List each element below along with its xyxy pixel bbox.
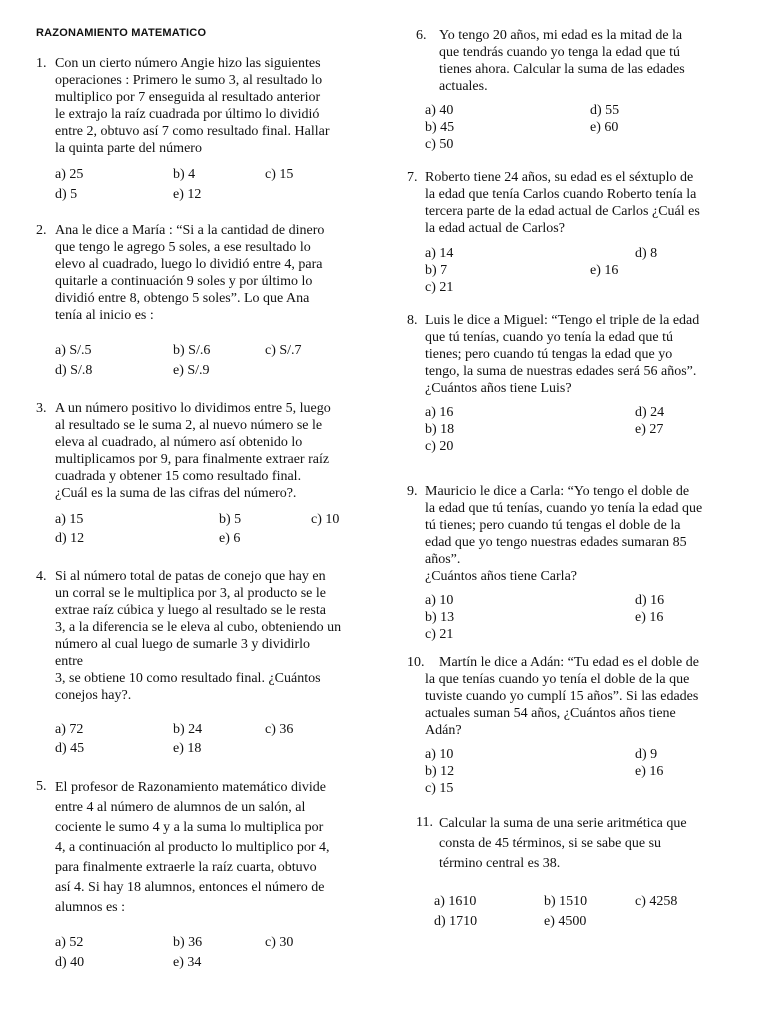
question-line: tuviste cuando yo cumplí 15 años”. Si las edades xyxy=(425,689,699,704)
question-line: extrae raíz cúbica y luego al resultado se le resta xyxy=(55,603,326,618)
answer-option[interactable]: d) 9 xyxy=(635,747,658,762)
answer-option[interactable]: b) 24 xyxy=(173,722,203,737)
answer-option[interactable]: a) 10 xyxy=(425,747,454,762)
question-line: la quinta parte del número xyxy=(55,141,202,156)
answer-option[interactable]: e) 18 xyxy=(173,741,202,756)
question-line: la edad que tú tenías, cuando yo tenía la edad que xyxy=(425,501,703,516)
question-text xyxy=(55,778,361,918)
answer-option[interactable]: d) 5 xyxy=(55,187,78,202)
answer-option[interactable]: d) 40 xyxy=(55,955,85,970)
answer-option[interactable]: c) 21 xyxy=(425,627,454,642)
question-text xyxy=(425,169,731,237)
question-line: A un número positivo lo dividimos entre 5, luego xyxy=(55,401,331,416)
answer-option[interactable]: d) 55 xyxy=(590,103,620,118)
question-text xyxy=(425,312,731,397)
answer-option[interactable]: b) 36 xyxy=(173,935,203,950)
answer-option[interactable]: d) 1710 xyxy=(434,914,478,929)
question-line: edad que yo tengo nuestras edades sumaran 85 xyxy=(425,535,687,550)
question-line: ¿Cuántos años tiene Luis? xyxy=(425,381,572,396)
question-line: conejos hay?. xyxy=(55,688,132,703)
answer-option[interactable]: d) 16 xyxy=(635,593,665,608)
answer-option[interactable]: b) 12 xyxy=(425,764,455,779)
question-line: término central es 38. xyxy=(439,856,561,871)
question-text xyxy=(55,400,361,502)
question-line: tercera parte de la edad actual de Carlos ¿Cuál es xyxy=(425,204,700,219)
answer-option[interactable]: b) 45 xyxy=(425,120,455,135)
question-line: le extrajo la raíz cuadrada por último lo dividió xyxy=(55,107,320,122)
question-line: entre xyxy=(55,654,83,669)
question-line: cuadrada y obtener 15 como resultado final. xyxy=(55,469,302,484)
question-line: dividió entre 8, obtengo 5 soles”. Lo que Ana xyxy=(55,291,310,306)
answer-option[interactable]: c) 20 xyxy=(425,439,454,454)
question-line: 3, a la diferencia se le eleva al cubo, obteniendo un xyxy=(55,620,342,635)
question-line: quitarle a continuación 9 soles y por último lo xyxy=(55,274,313,289)
question-line: que tú tenías, cuando yo tenía la edad que tú xyxy=(425,330,674,345)
question-line: un corral se le multiplica por 3, al producto se le xyxy=(55,586,326,601)
answer-option[interactable]: a) 16 xyxy=(425,405,454,420)
answer-option[interactable]: b) 7 xyxy=(425,263,448,278)
question-line: la edad que tenía Carlos cuando Roberto tenía la xyxy=(425,187,697,202)
question-line: consta de 45 términos, si se sabe que su xyxy=(439,836,662,851)
question-line: Adán? xyxy=(425,723,462,738)
question-line: que tengo le agrego 5 soles, a ese resultado lo xyxy=(55,240,311,255)
question-line: Si al número total de patas de conejo que hay en xyxy=(55,569,326,584)
answer-option[interactable]: d) 12 xyxy=(55,531,85,546)
question-text xyxy=(425,654,731,739)
question-line: 3, se obtiene 10 como resultado final. ¿Cuántos xyxy=(55,671,321,686)
question-number: 8. xyxy=(407,313,418,328)
answer-option[interactable]: e) 60 xyxy=(590,120,619,135)
answer-option[interactable]: b) 5 xyxy=(219,512,242,527)
answer-option[interactable]: d) 45 xyxy=(55,741,85,756)
question-line: Mauricio le dice a Carla: “Yo tengo el doble de xyxy=(425,484,690,499)
question-line: Luis le dice a Miguel: “Tengo el triple de la edad xyxy=(425,313,700,328)
question-line: elevo al cuadrado, luego lo dividió entre 4, para xyxy=(55,257,323,272)
question-text xyxy=(55,55,361,157)
question-number: 11. xyxy=(416,815,433,830)
question-line: Calcular la suma de una serie aritmética que xyxy=(439,816,687,831)
question-line: actuales suman 54 años, ¿Cuántos años tiene xyxy=(425,706,676,721)
answer-option[interactable]: b) S/.6 xyxy=(173,343,211,358)
question-number: 10. xyxy=(407,655,425,670)
answer-option[interactable]: b) 18 xyxy=(425,422,455,437)
answer-option[interactable]: a) 1610 xyxy=(434,894,477,909)
answer-option[interactable]: a) 52 xyxy=(55,935,84,950)
answer-option[interactable]: c) 15 xyxy=(425,781,454,796)
question-line: Ana le dice a María : “Si a la cantidad de dinero xyxy=(55,223,325,238)
question-line: al resultado se le suma 2, al nuevo número se le xyxy=(55,418,323,433)
answer-option[interactable]: a) 72 xyxy=(55,722,84,737)
question-line: Martín le dice a Adán: “Tu edad es el doble de xyxy=(439,655,699,670)
question-line: tengo, la suma de nuestras edades será 56 años”. xyxy=(425,364,697,379)
answer-option[interactable]: c) 50 xyxy=(425,137,454,152)
question-line: multiplicamos por 9, para finalmente extraer raíz xyxy=(55,452,330,467)
answer-option[interactable]: b) 4 xyxy=(173,167,196,182)
question-line: la edad actual de Carlos? xyxy=(425,221,565,236)
answer-option[interactable]: a) 15 xyxy=(55,512,84,527)
question-line: número al cual luego de sumarle 3 y dividirlo xyxy=(55,637,311,652)
question-line: ¿Cuántos años tiene Carla? xyxy=(425,569,578,584)
question-line: tú tienes; pero cuando tú tengas el doble de la xyxy=(425,518,681,533)
question-number: 1. xyxy=(36,56,47,71)
question-text xyxy=(55,222,361,324)
answer-option[interactable]: e) 16 xyxy=(635,764,664,779)
answer-option[interactable]: e) 27 xyxy=(635,422,664,437)
question-line: para finalmente extraerle la raíz cuarta, obtuvo xyxy=(55,860,317,875)
answer-option[interactable]: e) 12 xyxy=(173,187,202,202)
answer-option[interactable]: e) 6 xyxy=(219,531,241,546)
answer-option[interactable]: c) S/.7 xyxy=(265,343,302,358)
question-line: cociente le sumo 4 y a la suma lo multiplica por xyxy=(55,820,324,835)
question-number: 6. xyxy=(416,28,427,43)
answer-option[interactable]: b) 1510 xyxy=(544,894,588,909)
answer-option[interactable]: d) 8 xyxy=(635,246,658,261)
question-text xyxy=(55,568,361,704)
answer-option[interactable]: c) 21 xyxy=(425,280,454,295)
answer-option[interactable]: a) 14 xyxy=(425,246,454,261)
question-text xyxy=(439,27,731,95)
question-line: Roberto tiene 24 años, su edad es el séxtuplo de xyxy=(425,170,694,185)
answer-option[interactable]: d) 24 xyxy=(635,405,665,420)
answer-option[interactable]: b) 13 xyxy=(425,610,455,625)
question-line: alumnos es : xyxy=(55,900,125,915)
question-line: entre 4 al número de alumnos de un salón, al xyxy=(55,800,306,815)
answer-option[interactable]: c) 36 xyxy=(265,722,294,737)
answer-option[interactable]: e) 16 xyxy=(590,263,619,278)
question-number: 2. xyxy=(36,223,47,238)
question-line: actuales. xyxy=(439,79,488,94)
question-line: Con un cierto número Angie hizo las siguientes xyxy=(55,56,321,71)
answer-option[interactable]: a) S/.5 xyxy=(55,343,92,358)
question-line: 4, a continuación al producto lo multiplico por 4, xyxy=(55,840,330,855)
page-title: RAZONAMIENTO MATEMATICO xyxy=(36,27,207,39)
answer-option[interactable]: e) 16 xyxy=(635,610,664,625)
answer-option[interactable]: c) 30 xyxy=(265,935,294,950)
question-line: así 4. Si hay 18 alumnos, entonces el número de xyxy=(55,880,325,895)
question-number: 5. xyxy=(36,779,47,794)
question-line: tienes ahora. Calcular la suma de las edades xyxy=(439,62,685,77)
question-line: ¿Cuál es la suma de las cifras del número?. xyxy=(55,486,297,501)
answer-option[interactable]: a) 25 xyxy=(55,167,84,182)
question-line: eleva al cuadrado, al número así obtenido lo xyxy=(55,435,303,450)
question-line: operaciones : Primero le sumo 3, al resultado lo xyxy=(55,73,323,88)
question-line: El profesor de Razonamiento matemático divide xyxy=(55,780,326,795)
question-text xyxy=(439,814,731,874)
answer-option[interactable]: e) 4500 xyxy=(544,914,587,929)
answer-option[interactable]: c) 10 xyxy=(311,512,340,527)
answer-option[interactable]: e) 34 xyxy=(173,955,202,970)
question-line: tienes; pero cuando tú tengas la edad que yo xyxy=(425,347,673,362)
question-line: multiplico por 7 enseguida al resultado anterior xyxy=(55,90,321,105)
question-line: Yo tengo 20 años, mi edad es la mitad de la xyxy=(439,28,683,43)
question-line: años”. xyxy=(425,552,461,567)
answer-option[interactable]: d) S/.8 xyxy=(55,363,93,378)
question-number: 3. xyxy=(36,401,47,416)
answer-option[interactable]: a) 10 xyxy=(425,593,454,608)
answer-option[interactable]: a) 40 xyxy=(425,103,454,118)
question-number: 7. xyxy=(407,170,418,185)
answer-option[interactable]: c) 4258 xyxy=(635,894,678,909)
question-line: la que tenías cuando yo tenía el doble de la que xyxy=(425,672,690,687)
question-number: 9. xyxy=(407,484,418,499)
question-text xyxy=(425,483,731,585)
question-line: tenía al inicio es : xyxy=(55,308,154,323)
question-number: 4. xyxy=(36,569,47,584)
question-line: que tendrás cuando yo tenga la edad que tú xyxy=(439,45,681,60)
answer-option[interactable]: c) 15 xyxy=(265,167,294,182)
question-line: entre 2, obtuvo así 7 como resultado final. Hallar xyxy=(55,124,330,139)
answer-option[interactable]: e) S/.9 xyxy=(173,363,210,378)
